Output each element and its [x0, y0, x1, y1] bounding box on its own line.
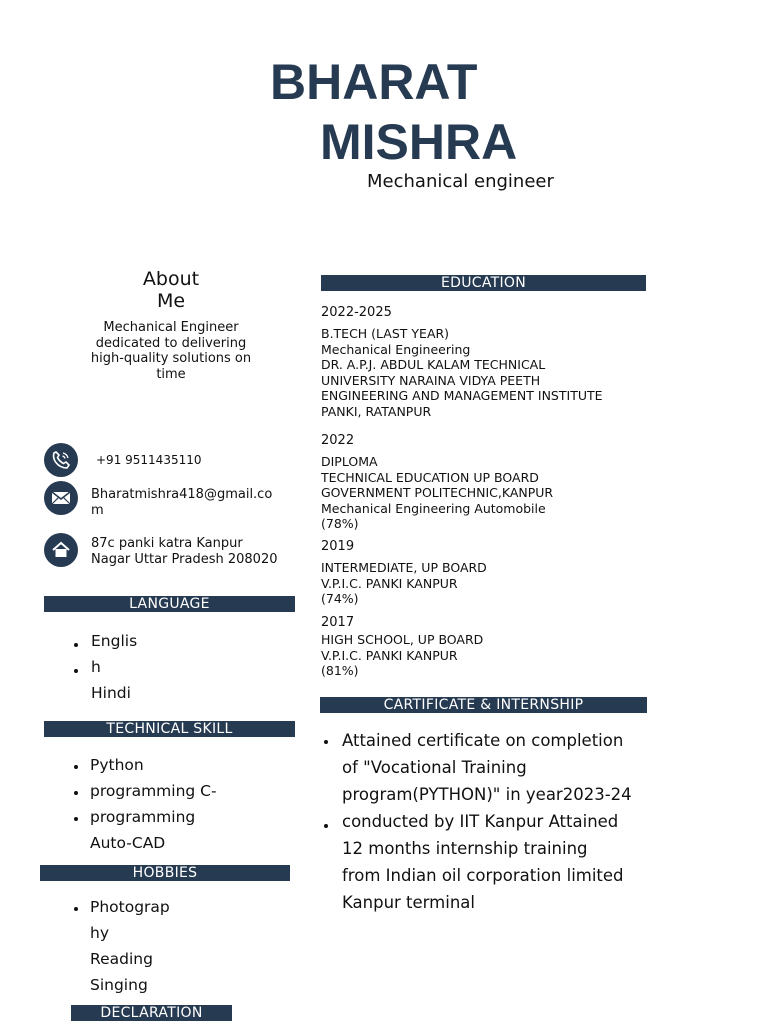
list-item: Hindi — [91, 684, 131, 702]
phone-text: +91 9511435110 — [96, 453, 202, 467]
edu-details: INTERMEDIATE, UP BOARD V.P.I.C. PANKI KANPUR (74%) — [321, 560, 487, 606]
list-item: Photograp — [90, 894, 170, 920]
certificate-heading: CARTIFICATE & INTERNSHIP — [320, 697, 647, 713]
edu-details: HIGH SCHOOL, UP BOARD V.P.I.C. PANKI KANPUR (81%) — [321, 632, 484, 678]
edu-year: 2022-2025 — [321, 305, 392, 320]
home-icon — [44, 533, 78, 567]
language-heading: LANGUAGE — [44, 596, 295, 612]
list-item: Englis — [91, 628, 137, 654]
phone-icon — [44, 443, 78, 477]
list-item: Auto-CAD — [90, 834, 166, 852]
language-list — [91, 628, 137, 706]
hobbies-heading: HOBBIES — [40, 865, 290, 881]
address-line2: Nagar Uttar Pradesh 208020 — [91, 552, 278, 567]
education-heading: EDUCATION — [321, 275, 646, 291]
about-heading — [110, 268, 232, 312]
name-last: MISHRA — [320, 114, 518, 170]
email-text — [91, 487, 272, 519]
email-icon — [44, 481, 78, 515]
list-item: programming C- — [90, 778, 217, 804]
address-text — [91, 536, 277, 568]
certificate-text: Attained certificate on completion of "Vocational Training program(PYTHON)" in year2023-24 conducted by IIT Kanpur Attained 12 months internship training from Indian oil corporation limited Kanpur terminal — [342, 731, 632, 912]
about-heading-line1: About — [142, 268, 200, 290]
edu-details: B.TECH (LAST YEAR) Mechanical Engineering DR. A.P.J. ABDUL KALAM TECHNICAL UNIVERSITY NARAINA VIDYA PEETH ENGINEERING AND MANAGEMENT INSTITUTE PANKI, RATANPUR — [321, 326, 603, 419]
list-item: Python — [90, 752, 217, 778]
technical-skill-list — [90, 752, 217, 856]
declaration-heading: DECLARATION — [71, 1005, 232, 1021]
bullet-dot — [324, 740, 328, 744]
role-title: Mechanical engineer — [367, 171, 554, 192]
edu-year: 2017 — [321, 615, 355, 630]
list-item: programming — [90, 804, 217, 830]
list-item: Reading — [90, 950, 153, 968]
email-line1: Bharatmishra418@gmail.co — [91, 487, 273, 502]
technical-skill-heading: TECHNICAL SKILL — [44, 721, 295, 737]
about-heading-line2: Me — [156, 290, 186, 312]
list-item: h — [91, 654, 137, 680]
edu-details: DIPLOMA TECHNICAL EDUCATION UP BOARD GOVERNMENT POLITECHNIC,KANPUR Mechanical Engineering Automobile (78%) — [321, 454, 554, 531]
address-line1: 87c panki katra Kanpur — [91, 536, 243, 551]
email-line2: m — [91, 503, 104, 518]
name-first: BHARAT — [270, 54, 478, 110]
edu-year: 2022 — [321, 433, 355, 448]
edu-year: 2019 — [321, 539, 355, 554]
about-text: Mechanical Engineer dedicated to delivering high-quality solutions on time — [90, 320, 252, 382]
list-item: hy — [90, 924, 109, 942]
list-item: Singing — [90, 976, 148, 994]
hobbies-list — [90, 894, 170, 998]
bullet-dot — [324, 824, 328, 828]
